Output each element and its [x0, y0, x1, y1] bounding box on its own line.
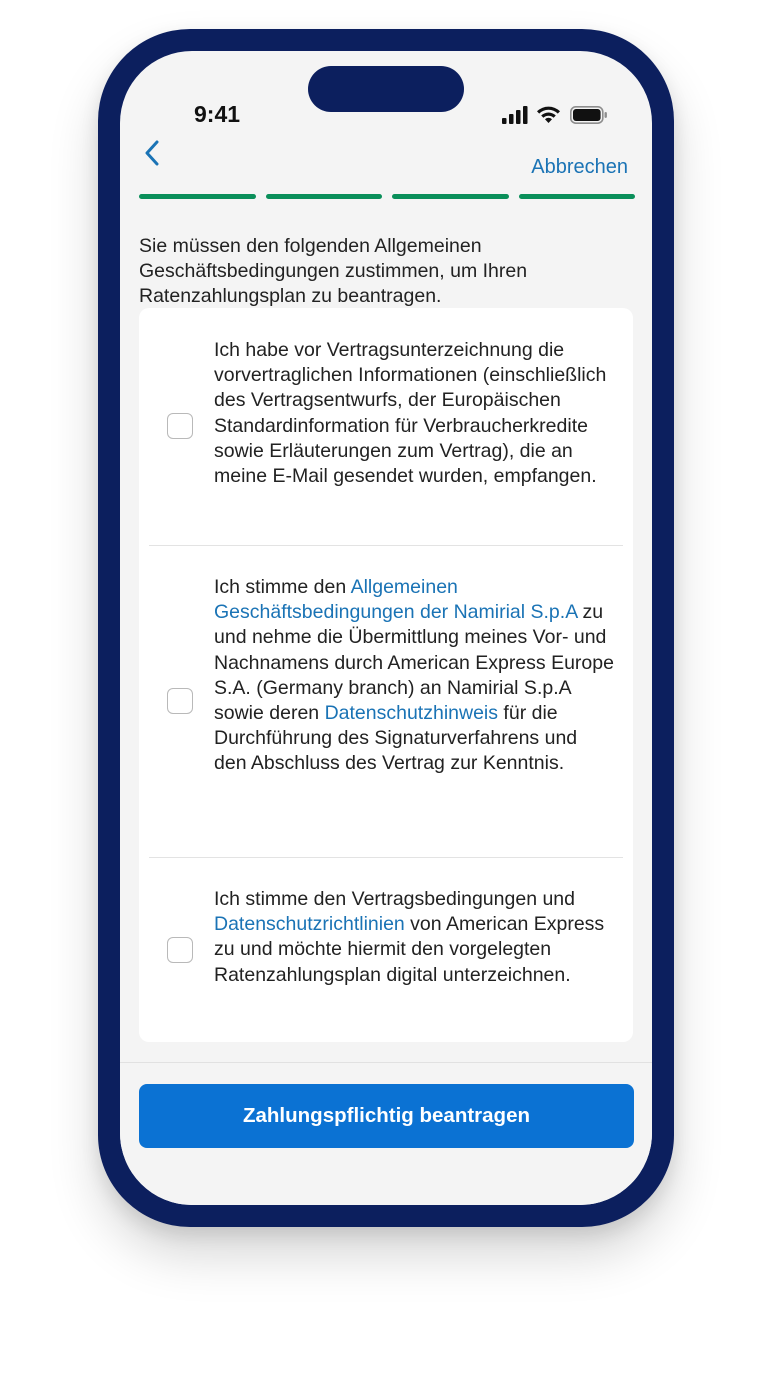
term-item-amex-contract	[139, 858, 633, 1042]
privacy-policy-link[interactable]: Datenschutzrichtlinien	[214, 913, 405, 936]
chevron-left-icon	[144, 140, 160, 166]
dynamic-island	[308, 66, 464, 112]
step-progress	[139, 194, 635, 199]
wifi-icon	[536, 105, 561, 124]
back-button[interactable]	[130, 131, 174, 175]
term-text: Ich habe vor Vertragsunterzeichnung die vorvertraglichen Informationen (einschließlich des Vertragsentwurfs, der Europäischen Standardinformation für Verbraucherkredite sowie Erläuterungen zum Vertrag), die an meine E-Mail gesendet wurden, empfangen.	[214, 339, 607, 488]
terms-card	[139, 308, 633, 1042]
term-item-precontract-info	[139, 308, 633, 544]
namirial-terms-link[interactable]: Allgemeinen Geschäftsbedingungen der Namirial S.p.A	[214, 576, 578, 624]
term-text-part: Ich stimme den	[214, 576, 351, 598]
term-text	[214, 575, 614, 777]
term-item-namirial	[139, 546, 633, 856]
term-text	[214, 887, 614, 988]
term-text-part: zu und nehme die Übermittlung meines Vor- und Nachnamens durch American Express Europe S.A. (Germany branch) an Namirial S.p.A sowie deren	[214, 601, 614, 725]
intro-text: Sie müssen den folgenden Allgemeinen Geschäftsbedingungen zustimmen, um Ihren Ratenzahlungsplan zu beantragen.	[139, 235, 528, 307]
cancel-link[interactable]: Abbrechen	[531, 156, 628, 178]
term-text-part: Ich stimme den Vertragsbedingungen und	[214, 888, 575, 910]
progress-step	[139, 194, 256, 199]
progress-step	[266, 194, 383, 199]
privacy-notice-link[interactable]: Datenschutzhinweis	[324, 702, 499, 725]
term-text-part: von American Express zu und möchte hiermit den vorgelegten Ratenzahlungsplan digital unterzeichnen.	[214, 913, 605, 986]
cellular-signal-icon	[502, 106, 528, 124]
app-screen	[120, 51, 652, 1205]
progress-step	[392, 194, 509, 199]
term-text-part: für die Durchführung des Signaturverfahrens und den Abschluss des Vertrag zur Kenntnis.	[214, 702, 578, 775]
submit-button[interactable]: Zahlungspflichtig beantragen	[139, 1084, 634, 1148]
progress-step	[519, 194, 636, 199]
term-checkbox-1[interactable]	[167, 413, 193, 439]
phone-frame	[98, 29, 674, 1227]
term-checkbox-2[interactable]	[167, 688, 193, 714]
term-checkbox-3[interactable]	[167, 937, 193, 963]
battery-icon	[570, 106, 608, 124]
status-time: 9:41	[194, 101, 241, 127]
